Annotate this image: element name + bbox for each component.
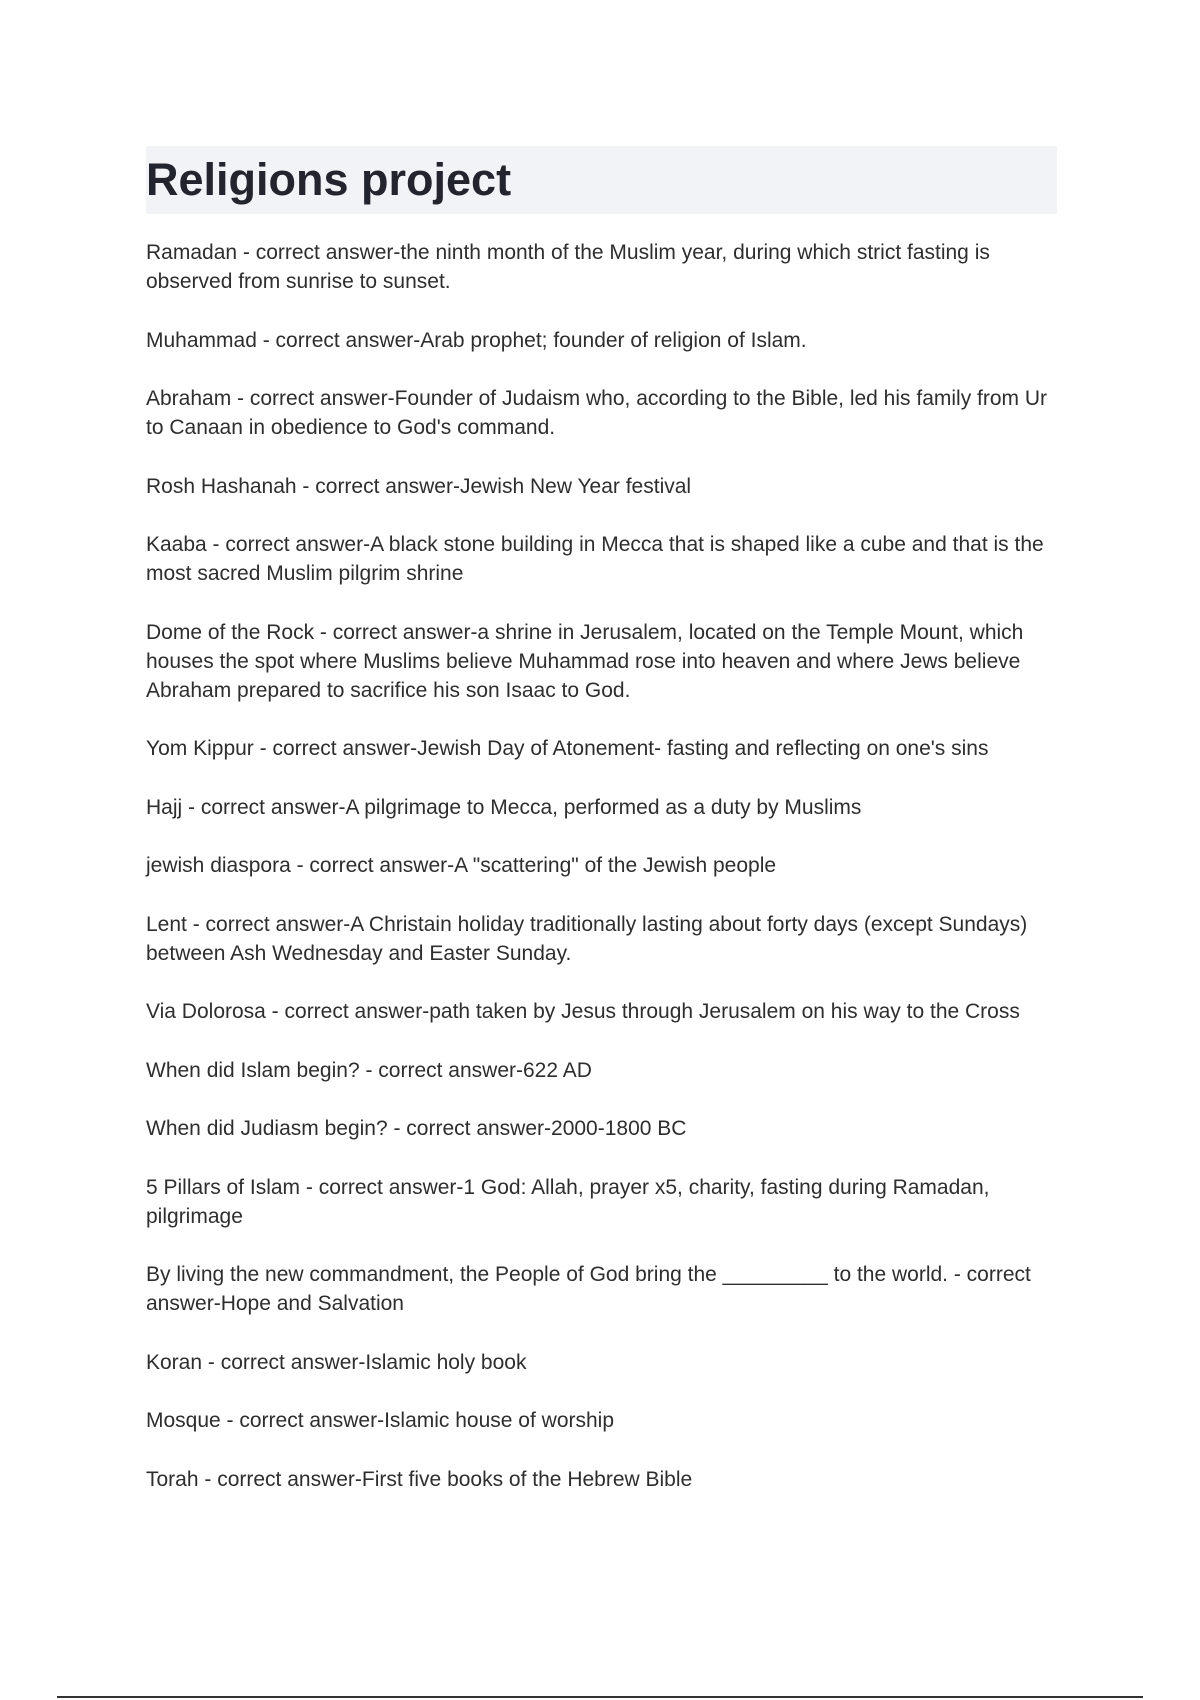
flashcard-entry-jewish-diaspora: jewish diaspora - correct answer-A "scattering" of the Jewish people xyxy=(146,854,777,877)
flashcard-entry-lent: Lent - correct answer-A Christain holiday traditionally lasting about forty days (except Sundays) between Ash Wednesday and Easter Sunday. xyxy=(146,912,1028,965)
flashcard-entry-koran: Koran - correct answer-Islamic holy book xyxy=(146,1350,527,1374)
flashcard-entry-torah: Torah - correct answer-First five books of the Hebrew Bible xyxy=(146,1467,693,1491)
flashcard-entry-dome-of-the-rock: Dome of the Rock - correct answer-a shrine in Jerusalem, located on the Temple Mount, which houses the spot where Muslims believe Muhammad rose into heaven and where Jews believe Abraham prepared to sacrifice his son Isaac to God. xyxy=(146,620,1024,702)
title-banner xyxy=(146,146,1057,214)
flashcard-entry-mosque: Mosque - correct answer-Islamic house of worship xyxy=(146,1409,615,1432)
flashcard-entry-kaaba: Kaaba - correct answer-A black stone building in Mecca that is shaped like a cube and that is the most sacred Muslim pilgrim shrine xyxy=(146,533,1044,585)
page-title: Religions project xyxy=(146,154,512,205)
flashcard-entry-ramadan: Ramadan - correct answer-the ninth month of the Muslim year, during which strict fasting is observed from sunrise to sunset. xyxy=(146,241,990,293)
flashcard-list xyxy=(146,238,1066,1523)
flashcard-entry-judaism-begin: When did Judiasm begin? - correct answer-2000-1800 BC xyxy=(146,1117,687,1140)
flashcard-entry-rosh-hashanah: Rosh Hashanah - correct answer-Jewish New Year festival xyxy=(146,474,692,498)
footer-divider xyxy=(57,1696,1143,1698)
flashcard-entry-muhammad: Muhammad - correct answer-Arab prophet; founder of religion of Islam. xyxy=(146,328,807,352)
flashcard-entry-abraham: Abraham - correct answer-Founder of Judaism who, according to the Bible, led his family from Ur to Canaan in obedience to God's command. xyxy=(146,387,1048,439)
flashcard-entry-yom-kippur: Yom Kippur - correct answer-Jewish Day of Atonement- fasting and reflecting on one's sins xyxy=(146,737,989,760)
flashcard-entry-via-dolorosa: Via Dolorosa - correct answer-path taken by Jesus through Jerusalem on his way to the Cross xyxy=(146,1000,1020,1023)
flashcard-entry-five-pillars: 5 Pillars of Islam - correct answer-1 God: Allah, prayer x5, charity, fasting during Ramadan, pilgrimage xyxy=(146,1175,990,1228)
flashcard-entry-hajj: Hajj - correct answer-A pilgrimage to Mecca, performed as a duty by Muslims xyxy=(146,795,862,819)
flashcard-entry-new-commandment: By living the new commandment, the People of God bring the _________ to the world. - correct answer-Hope and Salvation xyxy=(146,1263,1031,1315)
flashcard-entry-islam-begin: When did Islam begin? - correct answer-622 AD xyxy=(146,1058,592,1082)
